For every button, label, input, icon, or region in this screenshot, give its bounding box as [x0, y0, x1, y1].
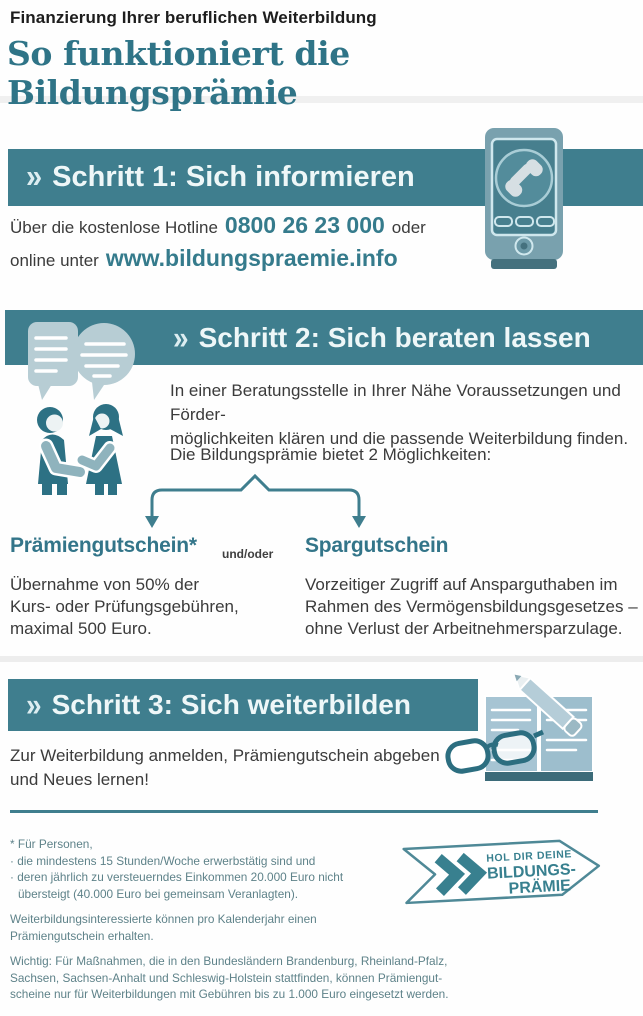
- option1-title: Prämiengutschein*: [10, 534, 197, 557]
- option1-description: [10, 574, 239, 640]
- step3-paragraph: [10, 744, 440, 792]
- online-text-pre: online unter: [10, 251, 99, 270]
- hotline-text-pre: Über die kostenlose Hotline: [10, 218, 218, 237]
- footnote-line: Weiterbildungsinteressierte können pro Kalenderjahr einen: [10, 912, 317, 926]
- divider-teal-rule: [10, 810, 598, 813]
- logo-line3: PRÄMIE: [508, 877, 572, 898]
- step3-banner: [8, 679, 478, 731]
- option1-desc-line: Kurs- oder Prüfungsgebühren,: [10, 597, 239, 616]
- option2-description: [305, 574, 638, 640]
- step2-paragraph-line2: möglichkeiten klären und die passende Weiterbildung finden.: [170, 429, 629, 448]
- page-kicker: Finanzierung Ihrer beruflichen Weiterbildung: [10, 8, 377, 27]
- footnote-line: · die mindestens 15 Stunden/Woche erwerbstätig sind und: [10, 853, 316, 868]
- option1-desc-line: Übernahme von 50% der: [10, 575, 200, 594]
- consultation-people-icon: [12, 316, 144, 502]
- chevron-right-icon: »: [26, 686, 39, 723]
- logo-line1: HOL DIR DEINE: [485, 848, 573, 865]
- option2-desc-line: Rahmen des Vermögensbildungsgesetzes –: [305, 597, 638, 616]
- step2-banner-label: Schritt 2: Sich beraten lassen: [198, 321, 591, 353]
- website-link[interactable]: www.bildungspraemie.info: [105, 245, 398, 271]
- footnote-line: Sachsen, Sachsen-Anhalt und Schleswig-Holstein stattfinden, können Prämiengut-: [10, 970, 443, 985]
- divider-light-mid: [0, 656, 643, 662]
- option2-desc-line: ohne Verlust der Arbeitnehmersparzulage.: [305, 619, 623, 638]
- footnote-line: scheine nur für Weiterbildungen mit Gebühren bis zu 1.000 Euro eingesetzt werden.: [10, 987, 449, 1001]
- phone-icon: [478, 118, 570, 276]
- split-bracket-arrows-icon: [138, 470, 373, 530]
- option2-title: Spargutschein: [305, 534, 449, 557]
- bildungspraemie-logo: [391, 834, 609, 914]
- logo-line2: BILDUNGS-: [486, 861, 577, 883]
- footnote-line: · deren jährlich zu versteuerndes Einkommen 20.000 Euro nicht: [10, 870, 344, 884]
- footnote-line: * Für Personen,: [10, 837, 93, 851]
- step3-banner-label: Schritt 3: Sich weiterbilden: [51, 689, 411, 720]
- step3-paragraph-line1: Zur Weiterbildung anmelden, Prämiengutschein abgeben: [10, 746, 440, 765]
- page-title: So funktioniert die Bildungsprämie: [7, 34, 350, 112]
- step2-paragraph-line1: In einer Beratungsstelle in Ihrer Nähe Voraussetzungen und Förder-: [170, 381, 621, 424]
- step1-text: [10, 213, 426, 279]
- chevron-right-icon: »: [173, 319, 186, 355]
- step3-paragraph-line2: und Neues lernen!: [10, 770, 149, 789]
- footnote-line: Prämiengutschein erhalten.: [10, 928, 154, 943]
- hotline-text-post: oder: [391, 218, 426, 237]
- option1-desc-line: maximal 500 Euro.: [10, 619, 152, 638]
- step1-banner-label: Schritt 1: Sich informieren: [52, 161, 415, 193]
- document-pencil-glasses-icon: [440, 664, 605, 794]
- step2-options-intro: Die Bildungsprämie bietet 2 Möglichkeiten:: [170, 445, 492, 464]
- hotline-number: 0800 26 23 000: [224, 212, 385, 238]
- step2-paragraph: [170, 379, 643, 451]
- connector-label: und/oder: [222, 547, 274, 561]
- footnote-line: übersteigt (40.000 Euro bei gemeinsam Veranlagten).: [18, 886, 299, 901]
- footnote-line: Wichtig: Für Maßnahmen, die in den Bundesländern Brandenburg, Rheinland-Pfalz,: [10, 954, 448, 968]
- option2-desc-line: Vorzeitiger Zugriff auf Ansparguthaben im: [305, 575, 618, 594]
- chevron-right-icon: »: [26, 158, 40, 196]
